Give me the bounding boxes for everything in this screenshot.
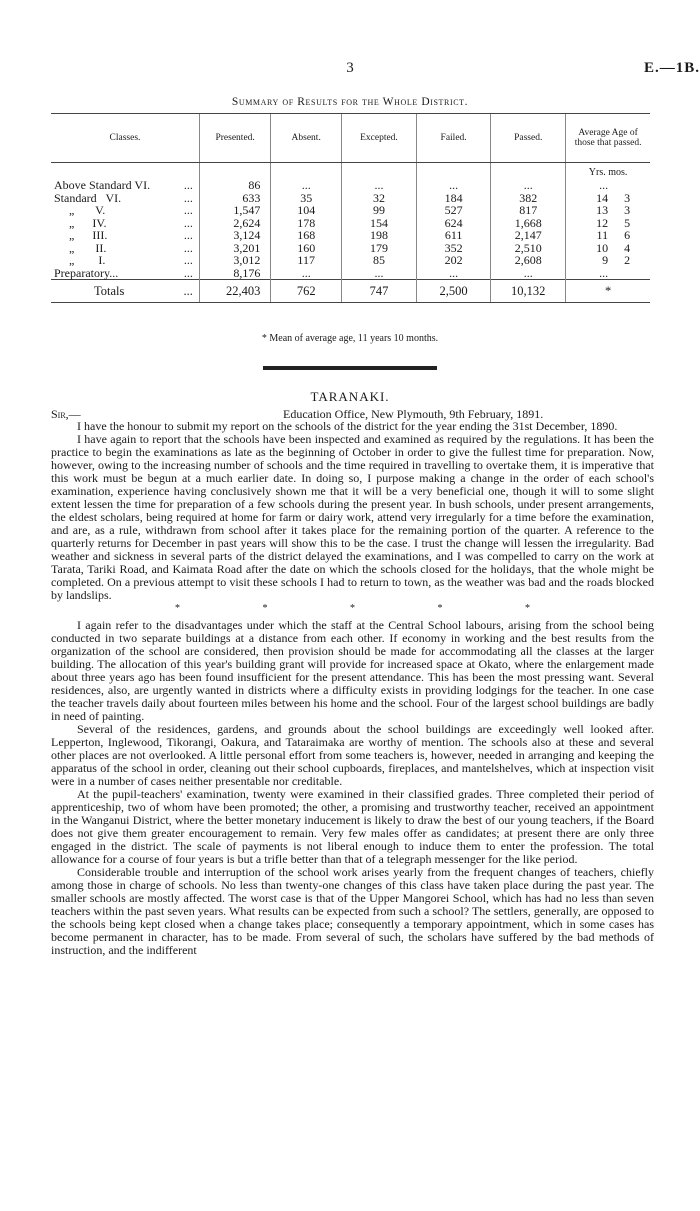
paragraph-1: I have the honour to submit my report on the schools of the district for the year ending the 31st December, 1890.	[77, 419, 618, 433]
row-leader-dots: ...	[183, 178, 193, 192]
row-passed: 817	[491, 204, 566, 217]
row-excepted: ...	[342, 267, 417, 280]
col-header-absent: Absent.	[271, 114, 342, 163]
omission-stars: * * * * *	[175, 603, 530, 614]
row-leader-dots: ...	[183, 265, 193, 280]
row-age-years: ...	[599, 265, 609, 280]
row-failed: ...	[416, 267, 490, 280]
row-passed: 2,147	[491, 229, 566, 242]
col-header-failed: Failed.	[416, 114, 490, 163]
row-passed: ...	[491, 179, 566, 192]
table-row	[51, 179, 650, 192]
section-divider-rule	[263, 366, 437, 370]
row-class-label: „ V.	[54, 203, 106, 217]
row-age-years: 14	[596, 190, 609, 205]
paragraph-3: I again refer to the disadvantages under which the staff at the Central School labours, arising from the school being conducted in two separate buildings at a distance from each other. If economy in working and the best results from the organization of the school are considered, then provision should be made for accommodating all the classes at the larger building. The allocation of this year's building grant will provide for increased space at Okato, where the enlargement made about three years ago has been found insufficient for the present attendance. This has been the most pressing want. Several residences, also, are urgently wanted in districts where a difficulty exists in providing lodgings for the teacher. In one case the teacher travels daily about fourteen miles between his home and the school. Four of the largest school buildings are badly in need of painting.	[51, 618, 654, 723]
row-presented: 8,176	[199, 267, 270, 280]
row-absent: 178	[271, 217, 342, 230]
row-excepted: 85	[342, 254, 417, 267]
page-number: 3	[346, 60, 354, 76]
row-excepted: ...	[342, 179, 417, 192]
table-header-row	[51, 114, 650, 163]
row-class-label: „ II.	[54, 240, 107, 255]
totals-presented: 22,403	[199, 280, 270, 303]
row-absent: ...	[271, 267, 342, 280]
row-class-label: „ IV.	[54, 215, 107, 230]
row-age-years: 9	[602, 253, 609, 267]
row-leader-dots: ...	[183, 190, 193, 205]
row-leader-dots: ...	[183, 203, 193, 217]
row-age-months: 2	[624, 253, 631, 267]
row-failed: 184	[416, 192, 490, 205]
row-excepted: 154	[342, 217, 417, 230]
table-row	[51, 267, 650, 280]
table-row	[51, 192, 650, 205]
paragraph-2: I have again to report that the schools have been inspected and examined as required by the regulations. It has been the practice to begin the examinations as late as the beginning of October in order to give the fullest time for preparation. Now, however, owing to the increasing number of schools and the time required in travelling to overtake them, it is imperative that this work must be begun at a much earlier date. In doing so, I purpose making a change in the order of each school's examination, experience having conclusively shown me that it will be a very beneficial one, though it will to some slight extent lessen the time for preparation of a few schools during the present year. In bush schools, under present arrangements, the eldest scholars, being required at home for farm or dairy work, attend very irregularly for a time before the examination, and are, as a rule, withdrawn from school after it takes place for the remaining portion of the quarter. A reference to the quarterly returns for December in past years will show this to be the case. I trust the change will lessen the irregularity. Bad weather and sickness in several parts of the district delayed the examinations, and I was compelled to carry on the work at Tarata, Tariki Road, and Kaimata Road after the date on which the schools closed for the holidays, that the whole might be completed. On a previous attempt to visit these schools I had to return to town, as the weather was bad and the roads blocked by landslips.	[51, 432, 654, 602]
row-age-years: 11	[596, 228, 609, 242]
row-passed: 2,510	[491, 242, 566, 255]
table-row	[51, 229, 650, 242]
row-absent: 117	[271, 254, 342, 267]
table-row	[51, 204, 650, 217]
section-title: TARANAKI.	[310, 389, 390, 404]
row-presented: 3,201	[199, 242, 270, 255]
totals-passed: 10,132	[491, 280, 566, 303]
table-footnote: * Mean of average age, 11 years 10 months.	[261, 333, 439, 344]
row-age-years: 10	[596, 240, 609, 255]
totals-excepted: 747	[342, 280, 417, 303]
row-leader-dots: ...	[183, 215, 193, 230]
totals-row	[51, 280, 650, 303]
salutation: Sir,—	[51, 407, 81, 421]
row-class-label: Above Standard VI.	[54, 178, 151, 192]
row-class-label: „ III.	[54, 228, 108, 242]
totals-dots: ...	[183, 283, 193, 298]
row-excepted: 179	[342, 242, 417, 255]
col-header-passed: Passed.	[491, 114, 566, 163]
row-age-months: 6	[624, 228, 631, 242]
row-class-label: Standard VI.	[54, 190, 122, 205]
row-presented: 2,624	[199, 217, 270, 230]
paragraph-6: Considerable trouble and interruption of the school work arises yearly from the frequent changes of teachers, chiefly among those in charge of schools. No less than twenty-one changes of this class have taken place during the past year. The smaller schools are mostly affected. The worst case is that of the Upper Mangorei School, which has had no less than seven teachers within the past seven years. What results can be expected from such a school? The settlers, generally, are opposed to the schools being kept closed when a change takes place; consequently a temporary appointment, which in some cases has become permanent in character, has to be made. From several of such, the scholars have suffered by the bad methods of instruction, and the indifferent	[51, 865, 654, 957]
table-title: Summary of Results for the Whole District.	[231, 96, 469, 108]
unit-row	[51, 163, 650, 180]
col-header-presented: Presented.	[199, 114, 270, 163]
row-presented: 3,012	[199, 254, 270, 267]
row-passed: 1,668	[491, 217, 566, 230]
row-age-years: ...	[599, 178, 609, 192]
row-age-months: 5	[624, 215, 631, 230]
row-class-label: Preparatory...	[54, 265, 119, 280]
dateline: Education Office, New Plymouth, 9th February, 1891.	[283, 407, 544, 421]
row-absent: ...	[271, 179, 342, 192]
row-absent: 35	[271, 192, 342, 205]
row-absent: 160	[271, 242, 342, 255]
row-presented: 1,547	[199, 204, 270, 217]
row-passed: 2,608	[491, 254, 566, 267]
row-failed: 624	[416, 217, 490, 230]
row-presented: 86	[199, 179, 270, 192]
row-leader-dots: ...	[183, 253, 193, 267]
document-code: E.—1B.	[643, 60, 700, 76]
col-header-average-age: Average Age of those that passed.	[566, 114, 650, 163]
row-leader-dots: ...	[183, 228, 193, 242]
row-failed: 527	[416, 204, 490, 217]
row-excepted: 32	[342, 192, 417, 205]
totals-age: *	[566, 280, 650, 303]
table-row	[51, 217, 650, 230]
row-leader-dots: ...	[183, 240, 193, 255]
row-passed: 382	[491, 192, 566, 205]
row-failed: ...	[416, 179, 490, 192]
letter-body	[51, 420, 654, 957]
row-absent: 168	[271, 229, 342, 242]
row-failed: 611	[416, 229, 490, 242]
row-presented: 633	[199, 192, 270, 205]
table-row	[51, 242, 650, 255]
row-age-months: 4	[624, 240, 631, 255]
row-excepted: 99	[342, 204, 417, 217]
table-row	[51, 254, 650, 267]
totals-label: Totals	[94, 283, 125, 298]
paragraph-5: At the pupil-teachers' examination, twenty were examined in their classified grades. Three completed their period of apprenticeship, two of whom have been promoted; the other, a promising and trustworthy teacher, received an appointment in the Wanganui District, where the better monetary inducement is likely to draw the best of our young teachers, if the Board does not give them greater encouragement to remain. Very few males offer as candidates; at present there are only three engaged in the district. The scale of payments is not liberal enough to induce them to enter the profession. The total allowance for a course of four years is but a trifle better than that of a telegraph messenger for the like period.	[51, 787, 654, 866]
col-header-excepted: Excepted.	[342, 114, 417, 163]
age-unit-label: Yrs. mos.	[566, 163, 650, 180]
row-age-years: 12	[596, 215, 609, 230]
row-presented: 3,124	[199, 229, 270, 242]
totals-absent: 762	[271, 280, 342, 303]
summary-table	[51, 113, 650, 303]
row-class-label: „ I.	[54, 253, 106, 267]
row-failed: 202	[416, 254, 490, 267]
row-excepted: 198	[342, 229, 417, 242]
totals-failed: 2,500	[416, 280, 490, 303]
row-age-months: 3	[624, 203, 631, 217]
paragraph-4: Several of the residences, gardens, and grounds about the school buildings are exceedingly well looked after. Lepperton, Inglewood, Tikorangi, Oakura, and Tataraimaka are worthy of mention. The schools also at these and several other places are not overlooked. A little personal effort from some teachers is, however, needed in arranging and keeping the apparatus of the school in order, cleaning out their school cupboards, fireplaces, and mantelshelves, which at inspection visit were in a number of cases neither presentable nor creditable.	[51, 722, 654, 788]
row-absent: 104	[271, 204, 342, 217]
row-age-months: 3	[624, 190, 631, 205]
row-age-years: 13	[596, 203, 609, 217]
row-passed: ...	[491, 267, 566, 280]
table-body	[51, 163, 650, 280]
col-header-classes: Classes.	[51, 114, 199, 163]
row-failed: 352	[416, 242, 490, 255]
